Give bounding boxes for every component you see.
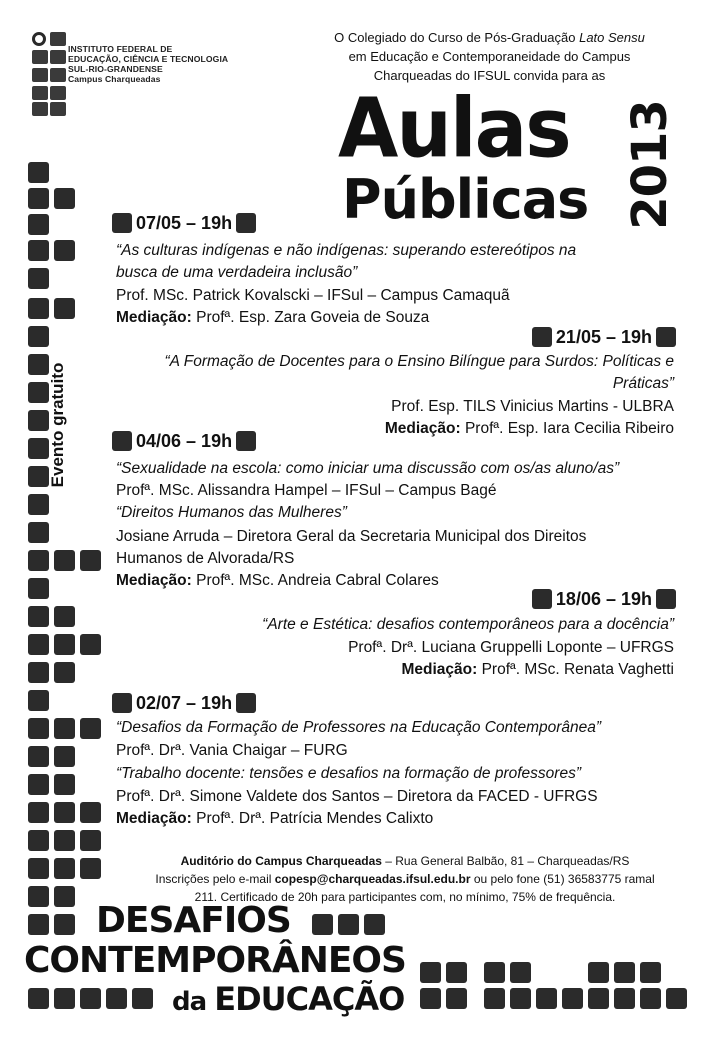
invite-line: O Colegiado do Curso de Pós-Graduação [334,30,580,45]
mediation-name: Profª. Drª. Patrícia Mendes Calixto [191,810,434,827]
deco-square [80,634,101,655]
deco-square [54,240,75,261]
deco-square [28,634,49,655]
deco-square [28,858,49,879]
deco-square [54,886,75,907]
deco-square [312,914,333,935]
talk-title: “Arte e Estética: desafios contemporâneos para a docência” [262,616,674,633]
mediation [401,659,674,681]
deco-square [28,914,49,935]
deco-square [446,962,467,983]
deco-square [446,988,467,1009]
mediation-name: Profª. Esp. Iara Cecilia Ribeiro [460,420,674,437]
deco-square [54,858,75,879]
brand-educacao [172,980,404,1018]
deco-square [54,914,75,935]
deco-square [614,988,635,1009]
date-text: 02/07 – 19h [136,693,233,713]
date-square [532,327,552,347]
date-square [112,693,132,713]
deco-square [28,298,49,319]
deco-square [640,962,661,983]
talk-title: “A Formação de Docentes para o Ensino Bilíngue para Surdos: Políticas e [164,353,674,370]
speaker: Josiane Arruda – Diretora Geral da Secretaria Municipal dos Direitos [116,528,587,545]
deco-square [536,988,557,1009]
deco-square [28,268,49,289]
speaker: Prof. MSc. Patrick Kovalscki – IFSul – Campus Camaquã [116,287,510,304]
date-square [236,213,256,233]
speaker: Prof. Esp. TILS Vinicius Martins - ULBRA [391,398,674,415]
date-square [236,431,256,451]
date-text: 21/05 – 19h [555,327,652,347]
deco-square [28,886,49,907]
mediation-label: Mediação: [401,661,478,678]
certificate-text: 211. Certificado de 20h para participantes com, no mínimo, 75% de frequência. [194,890,616,904]
registration-text: ou pelo fone (51) 36583775 ramal [470,872,655,886]
deco-square [28,578,49,599]
date-text: 18/06 – 19h [555,589,652,609]
deco-square [54,830,75,851]
deco-square [80,988,101,1009]
deco-square [80,830,101,851]
deco-square [28,718,49,739]
talk-title: busca de uma verdadeira inclusão” [116,264,358,281]
talk-title: “Direitos Humanos das Mulheres” [116,504,347,521]
speaker: Humanos de Alvorada/RS [116,550,295,567]
logo-line: Campus Charqueadas [68,74,161,84]
deco-square [420,962,441,983]
date-square [656,589,676,609]
speaker: Profª. Drª. Simone Valdete dos Santos – Diretora da FACED - UFRGS [116,788,598,805]
date-square [236,693,256,713]
mediation-label: Mediação: [116,810,192,827]
deco-square [28,214,49,235]
talk-title: “Sexualidade na escola: como iniciar uma discussão com os/as aluno/as” [116,460,620,477]
deco-square [666,988,687,1009]
date-square [112,431,132,451]
date-square [532,589,552,609]
mediation-name: Profª. MSc. Andreia Cabral Colares [191,572,439,589]
venue: Auditório do Campus Charqueadas [180,854,382,868]
speaker: Profª. MSc. Alissandra Hampel – IFSul – Campus Bagé [116,482,497,499]
title-aulas: Aulas [338,81,570,177]
deco-square [54,188,75,209]
deco-square [28,988,49,1009]
deco-square [588,962,609,983]
invite-emphasis: Lato Sensu [579,30,645,45]
deco-square [588,988,609,1009]
footer-info [120,852,690,906]
free-event-badge [38,340,78,510]
title-year [615,100,685,230]
deco-square [484,988,505,1009]
logo-line: INSTITUTO FEDERAL DE [68,44,173,54]
deco-square [28,746,49,767]
invitation-text [292,28,687,85]
deco-square [28,774,49,795]
deco-square [54,634,75,655]
logo-square [50,32,66,46]
deco-square [510,962,531,983]
free-event-text: Evento gratuito [48,362,67,488]
deco-square [80,802,101,823]
deco-square [132,988,153,1009]
talk-title: Práticas” [612,375,674,392]
deco-square [338,914,359,935]
title-publicas: Públicas [342,168,589,231]
event-date [112,430,256,452]
logo-line: EDUCAÇÃO, CIÊNCIA E TECNOLOGIA [68,54,229,64]
deco-square [28,522,49,543]
deco-square [510,988,531,1009]
event-date [532,326,676,348]
deco-square [54,774,75,795]
deco-square [54,606,75,627]
mediation-label: Mediação: [384,420,461,437]
talk-title: “Trabalho docente: tensões e desafios na formação de professores” [116,765,581,782]
deco-square [54,662,75,683]
logo-square [32,102,48,116]
address: – Rua General Balbão, 81 – Charqueadas/RS [381,854,630,868]
invite-line: Charqueadas do IFSUL convida para as [373,68,606,83]
mediation-label: Mediação: [116,572,192,589]
deco-square [80,858,101,879]
mediation [385,418,674,440]
deco-square [80,718,101,739]
invite-line: em Educação e Contemporaneidade do Campus [348,49,631,64]
date-text: 07/05 – 19h [136,213,233,233]
logo-text [68,44,228,84]
deco-square [614,962,635,983]
mediation-label: Mediação: [116,309,192,326]
date-square [112,213,132,233]
deco-square [106,988,127,1009]
logo-square [32,50,48,64]
mediation-name: Profª. Esp. Zara Goveia de Souza [191,309,430,326]
deco-square [54,550,75,571]
talk-title: “As culturas indígenas e não indígenas: superando estereótipos na [116,242,577,259]
deco-square [484,962,505,983]
deco-square [562,988,583,1009]
deco-square [28,188,49,209]
logo-square [50,50,66,64]
logo-line: SUL-RIO-GRANDENSE [68,64,163,74]
deco-square [54,802,75,823]
deco-square [28,662,49,683]
brand-educacao-text: EDUCAÇÃO [214,980,405,1018]
mediation [116,570,439,592]
event-date [112,212,256,234]
deco-square [54,298,75,319]
deco-square [364,914,385,935]
mediation [116,808,433,830]
logo-square [50,86,66,100]
mediation [116,307,429,329]
deco-square [54,746,75,767]
deco-square [28,550,49,571]
email-link[interactable]: copesp@charqueadas.ifsul.edu.br [274,872,471,886]
event-date [112,692,256,714]
deco-square [28,802,49,823]
logo-square [32,86,48,100]
logo-circle-icon [32,32,46,46]
deco-square [28,830,49,851]
deco-square [28,606,49,627]
deco-square [54,718,75,739]
deco-square [80,550,101,571]
speaker: Profª. Drª. Vania Chaigar – FURG [116,742,348,759]
deco-square [54,988,75,1009]
logo-square [32,68,48,82]
event-date [532,588,676,610]
mediation-name: Profª. MSc. Renata Vaghetti [477,661,674,678]
speaker: Profª. Drª. Luciana Gruppelli Loponte – UFRGS [348,639,674,656]
deco-square [28,690,49,711]
deco-square [420,988,441,1009]
year-text: 2013 [622,100,678,230]
deco-square [28,162,49,183]
deco-square [28,240,49,261]
logo-square [50,68,66,82]
brand-da: da [172,987,215,1017]
date-square [656,327,676,347]
brand-desafios: DESAFIOS [96,900,291,941]
deco-square [640,988,661,1009]
brand-contemporaneos: CONTEMPORÂNEOS [24,940,406,981]
logo-square [50,102,66,116]
registration-text: Inscrições pelo e-mail [155,872,275,886]
date-text: 04/06 – 19h [136,431,233,451]
talk-title: “Desafios da Formação de Professores na Educação Contemporânea” [116,719,602,736]
